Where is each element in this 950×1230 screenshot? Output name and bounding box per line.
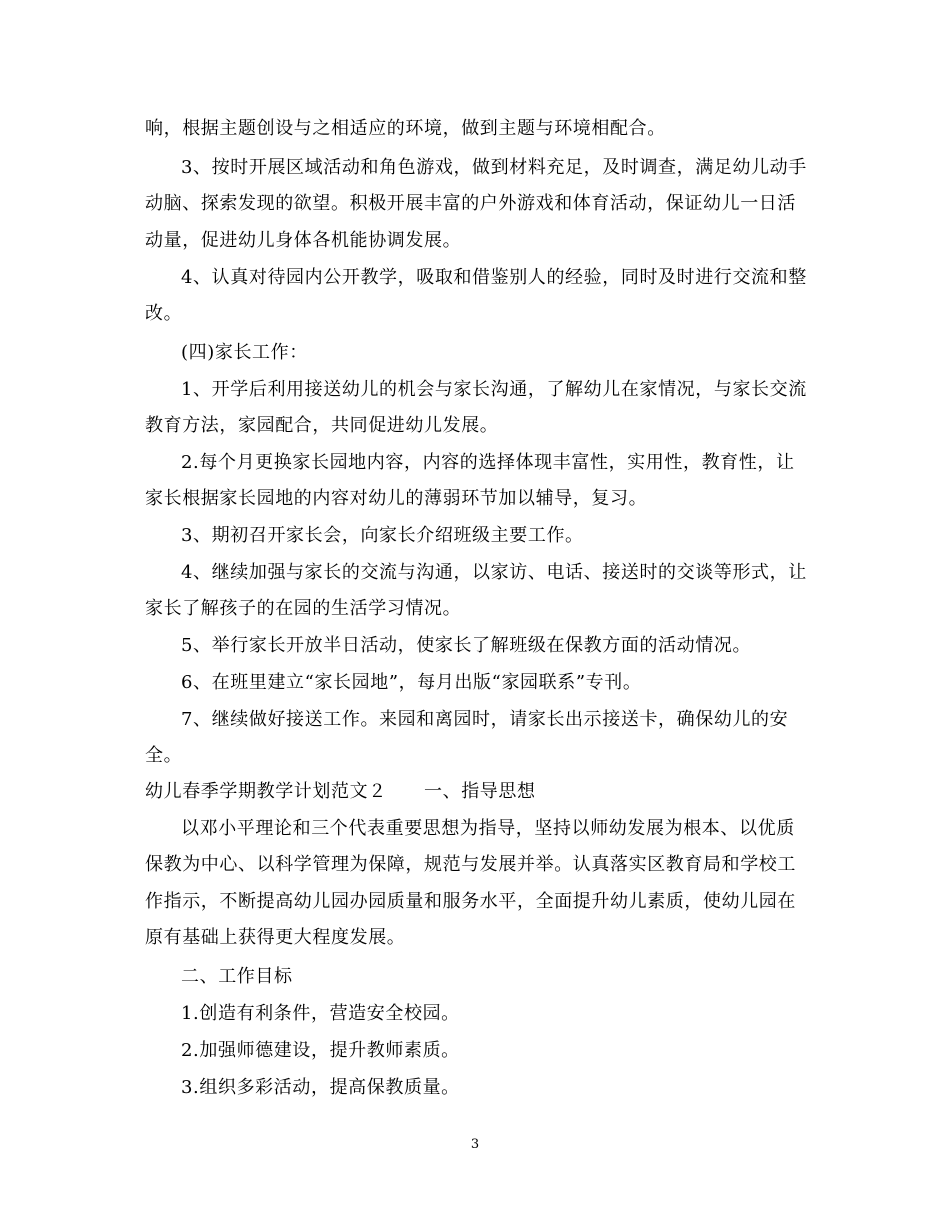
paragraph-line: 家长根据家长园地的内容对幼儿的薄弱环节加以辅导，复习。	[145, 488, 648, 509]
paragraph-line: 1、开学后利用接送幼儿的机会与家长沟通，了解幼儿在家情况，与家长交流	[181, 379, 807, 400]
paragraph-line: 以邓小平理论和三个代表重要思想为指导，坚持以师幼发展为根本、以优质	[181, 818, 795, 839]
paragraph-line: 3、期初召开家长会，向家长介绍班级主要工作。	[181, 525, 584, 546]
paragraph-line: 7、继续做好接送工作。来园和离园时，请家长出示接送卡，确保幼儿的安	[181, 709, 789, 730]
list-item: 3.组织多彩活动，提高保教质量。	[181, 1077, 460, 1098]
paragraph-line: 2.每个月更换家长园地内容，内容的选择体现丰富性，实用性，教育性，让	[181, 452, 795, 473]
list-item: 2.加强师德建设，提升教师素质。	[181, 1040, 460, 1061]
document-title-line: 幼儿春季学期教学计划范文２ 一、指导思想	[145, 781, 536, 802]
paragraph-line: 3、按时开展区域活动和角色游戏，做到材料充足，及时调查，满足幼儿动手	[181, 157, 807, 178]
paragraph-line: 4、继续加强与家长的交流与沟通，以家访、电话、接送时的交谈等形式，让	[181, 562, 807, 583]
paragraph-line: 全。	[145, 745, 183, 766]
paragraph-line: 家长了解孩子的在园的生活学习情况。	[145, 598, 462, 619]
paragraph-line: 原有基础上获得更大程度发展。	[145, 927, 406, 948]
paragraph-line: 作指示，不断提高幼儿园办园质量和服务水平，全面提升幼儿素质，使幼儿园在	[145, 891, 796, 912]
list-item: 1.创造有利条件，营造安全校园。	[181, 1003, 460, 1024]
paragraph-line: 改。	[145, 303, 183, 324]
paragraph-line: 保教为中心、以科学管理为保障，规范与发展并举。认真落实区教育局和学校工	[145, 854, 796, 875]
paragraph-line: 动量，促进幼儿身体各机能协调发展。	[145, 230, 462, 251]
paragraph-line: 4、认真对待园内公开教学，吸取和借鉴别人的经验，同时及时进行交流和整	[181, 267, 807, 288]
section-heading: 二、工作目标	[181, 966, 293, 987]
paragraph-line: 响，根据主题创设与之相适应的环境，做到主题与环境相配合。	[145, 118, 666, 139]
paragraph-line: 教育方法，家园配合，共同促进幼儿发展。	[145, 415, 499, 436]
paragraph-line: 动脑、探索发现的欲望。积极开展丰富的户外游戏和体育活动，保证幼儿一日活	[145, 193, 796, 214]
page-number: 3	[470, 1137, 480, 1152]
paragraph-line: 5、举行家长开放半日活动，使家长了解班级在保教方面的活动情况。	[181, 635, 752, 656]
paragraph-line: 6、在班里建立“家长园地”，每月出版“家园联系”专刊。	[181, 672, 642, 693]
section-heading: (四)家长工作：	[181, 342, 308, 363]
